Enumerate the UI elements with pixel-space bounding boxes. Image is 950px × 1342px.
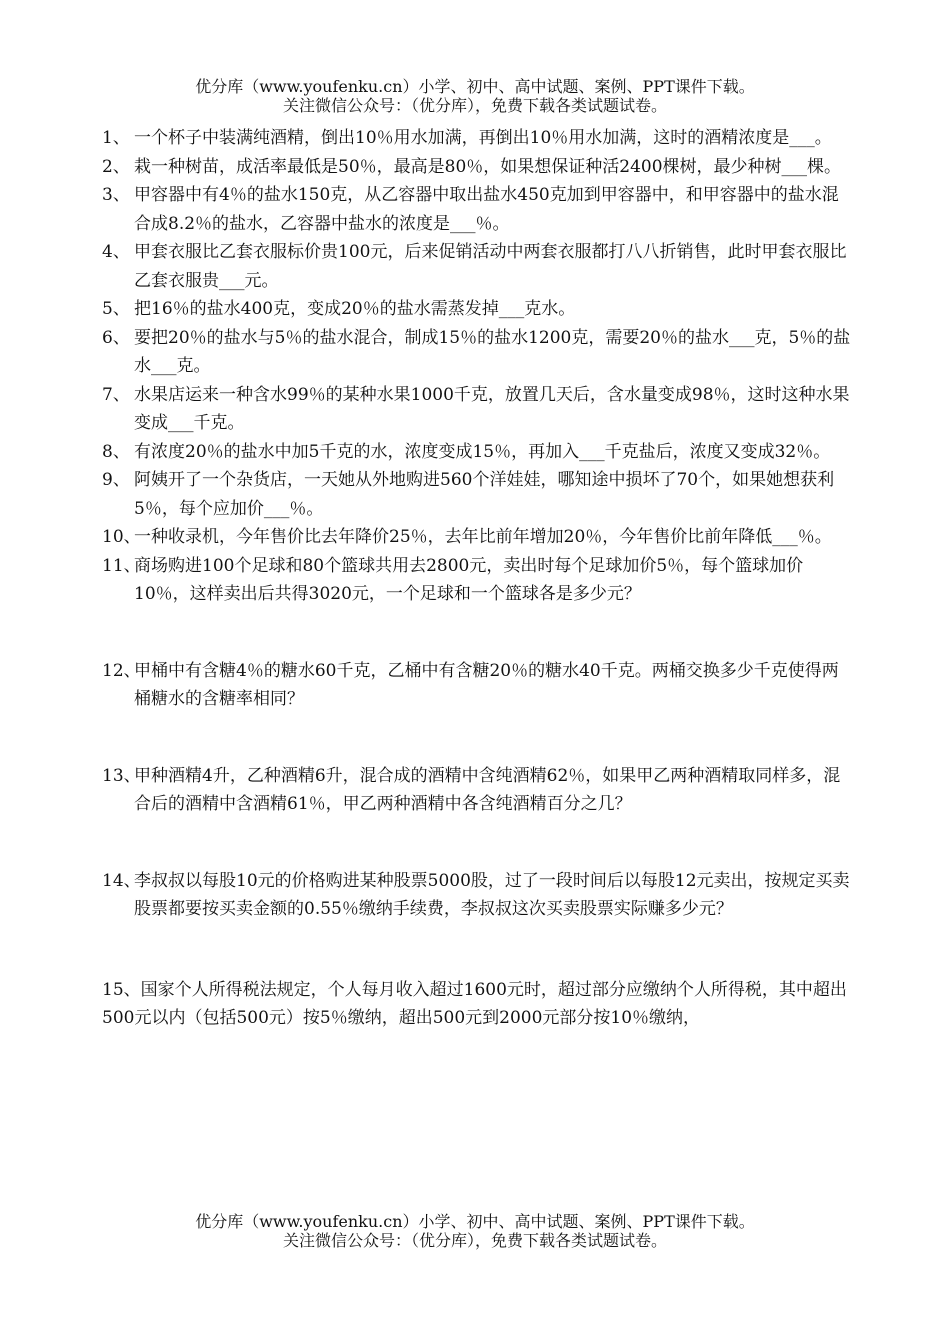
question-text: 甲桶中有含糖4％的糖水60千克，乙桶中有含糖20％的糖水40千克。两桶交换多少千克使得两桶糖水的含糖率相同？ (134, 660, 839, 709)
question-text: 甲种酒精4升，乙种酒精6升，混合成的酒精中含纯酒精62％，如果甲乙两种酒精取同样多，混合后的酒精中含酒精61％，甲乙两种酒精中各含纯酒精百分之几？ (134, 765, 841, 814)
question-8 (102, 438, 854, 467)
question-number: 13、 (102, 765, 141, 786)
question-number: 9、 (102, 470, 130, 490)
question-text: 要把20％的盐水与5％的盐水混合，制成15％的盐水1200克，需要20％的盐水___克，5％的盐水___克。 (134, 327, 851, 376)
question-number: 5、 (102, 299, 130, 319)
page-header (0, 77, 950, 115)
question-text: 栽一种树苗，成活率最低是50％，最高是80％，如果想保证种活2400棵树，最少种树___棵。 (134, 156, 842, 177)
question-number: 14、 (102, 870, 141, 891)
question-text-body: 国家个人所得税法规定，个人每月收入超过1600元时，超过部分应缴纳个人所得税，其中超出500元以内（包括500元）按5％缴纳，超出500元到2000元部分按10％缴纳， (102, 979, 847, 1028)
header-line-1: 优分库（www.youfenku.cn）小学、初中、高中试题、案例、PPT课件下载。 (195, 77, 755, 96)
question-number: 8、 (102, 441, 130, 462)
question-number: 7、 (102, 384, 130, 405)
question-text: 一种收录机，今年售价比去年降价25％，去年比前年增加20％，今年售价比前年降低___％。 (134, 527, 832, 547)
question-4 (102, 238, 854, 295)
question-number: 12、 (102, 660, 141, 681)
question-12 (102, 657, 854, 714)
header-line-2: 关注微信公众号：（优分库），免费下载各类试题试卷。 (282, 96, 667, 115)
question-13 (102, 762, 854, 819)
footer-line-2: 关注微信公众号：（优分库），免费下载各类试题试卷。 (282, 1231, 667, 1250)
question-1 (102, 124, 854, 153)
question-5 (102, 295, 854, 324)
question-number: 3、 (102, 185, 130, 205)
question-6 (102, 324, 854, 381)
question-number: 10、 (102, 527, 141, 547)
question-number: 15、 (102, 979, 141, 1000)
question-text: 甲套衣服比乙套衣服标价贵100元，后来促销活动中两套衣服都打八八折销售，此时甲套衣服比乙套衣服贵___元。 (134, 242, 847, 291)
question-number: 1、 (102, 128, 130, 148)
page-footer (0, 1212, 950, 1250)
question-15 (102, 976, 854, 1033)
question-text: 阿姨开了一个杂货店，一天她从外地购进560个洋娃娃，哪知途中损坏了70个，如果她想获利5％，每个应加价___％。 (134, 470, 835, 519)
question-text: 一个杯子中装满纯酒精，倒出10％用水加满，再倒出10％用水加满，这时的酒精浓度是___。 (134, 128, 832, 148)
question-number: 6、 (102, 327, 130, 348)
question-10 (102, 523, 854, 552)
question-text: 甲容器中有4％的盐水150克，从乙容器中取出盐水450克加到甲容器中，和甲容器中的盐水混合成8.2％的盐水，乙容器中盐水的浓度是___％。 (134, 185, 839, 234)
question-9 (102, 466, 854, 523)
question-number: 11、 (102, 555, 141, 576)
question-number: 2、 (102, 156, 130, 177)
question-text: 把16％的盐水400克，变成20％的盐水需蒸发掉___克水。 (134, 299, 576, 319)
footer-line-1: 优分库（www.youfenku.cn）小学、初中、高中试题、案例、PPT课件下载。 (195, 1212, 755, 1231)
question-number: 4、 (102, 242, 130, 262)
question-text: 水果店运来一种含水99％的某种水果1000千克，放置几天后，含水量变成98％，这时这种水果变成___千克。 (134, 384, 850, 433)
question-11 (102, 552, 854, 609)
question-2 (102, 153, 854, 182)
question-text (102, 976, 854, 1033)
question-text: 李叔叔以每股10元的价格购进某种股票5000股，过了一段时间后以每股12元卖出，按规定买卖股票都要按买卖金额的0.55％缴纳手续费，李叔叔这次买卖股票实际赚多少元？ (134, 870, 850, 919)
question-14 (102, 867, 854, 924)
question-text: 有浓度20％的盐水中加5千克的水，浓度变成15％，再加入___千克盐后，浓度又变成32％。 (134, 441, 831, 462)
question-text: 商场购进100个足球和80个篮球共用去2800元，卖出时每个足球加价5％，每个篮球加价10％，这样卖出后共得3020元，一个足球和一个篮球各是多少元？ (134, 555, 804, 604)
question-7 (102, 381, 854, 438)
question-list (102, 124, 854, 1033)
question-3 (102, 181, 854, 238)
